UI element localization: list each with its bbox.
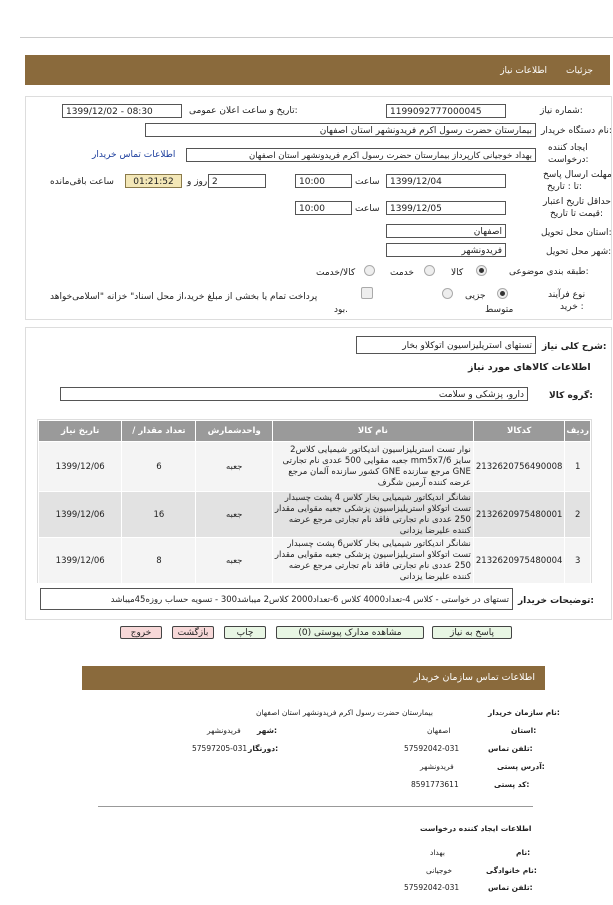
need-number-field[interactable]: 1199092777000045 [386, 104, 506, 118]
payment-note-1: پرداخت تمام یا بخشی از مبلغ خرید،از محل اسناد" خزانه "اسلامی‌خواهد [50, 292, 318, 302]
buyer-contact-link[interactable]: اطلاعات تماس خریدار [92, 150, 176, 160]
creator-info-title: اطلاعات ایجاد کننده درخواست [420, 824, 532, 833]
contact-fax-label: دورنگار: [248, 744, 279, 753]
summary-label: شرح کلی نیاز: [542, 342, 607, 352]
table-row[interactable] [39, 442, 591, 492]
breadcrumb-need-info[interactable]: اطلاعات نیاز [500, 66, 547, 76]
process-label-2: خرید : [560, 302, 584, 312]
buyer-notes-label: توضیحات خریدار: [518, 596, 594, 606]
creator-phone-label: تلفن تماس: [488, 883, 533, 892]
goods-group-field[interactable]: دارو، پزشکی و سلامت [60, 387, 528, 401]
address-value: فریدونشهر [420, 762, 454, 771]
days-label: روز و [187, 177, 208, 187]
contact-province-value: اصفهان [427, 726, 451, 735]
category-service-label: خدمت [390, 268, 414, 278]
category-both-label: کالا/خدمت [316, 268, 356, 278]
validity-date-field[interactable]: 1399/12/05 [386, 201, 506, 215]
items-table [38, 420, 591, 584]
cell-unit: جعبه [196, 442, 272, 492]
cell-row: 3 [565, 538, 591, 584]
price-validity-label-2: قیمت تا تاریخ: [550, 209, 603, 219]
contact-title: اطلاعات تماس سازمان خریدار [413, 672, 535, 683]
province-field[interactable]: اصفهان [386, 224, 506, 238]
send-deadline-label-2: تا : تاریخ: [547, 182, 582, 192]
contact-header-bar [82, 666, 545, 690]
process-minor-radio[interactable] [497, 288, 508, 299]
category-goods-label: کالا [451, 268, 464, 278]
contact-fax-value: 57597205-031 [192, 744, 248, 753]
category-goods-radio[interactable] [476, 265, 487, 276]
cell-date: 1399/12/06 [39, 492, 122, 538]
col-row: ردیف [565, 421, 591, 442]
col-code: کدکالا [473, 421, 565, 442]
address-label: آدرس پستی: [497, 762, 545, 771]
goods-info-title: اطلاعات کالاهای مورد نیاز [468, 362, 591, 373]
top-divider [20, 37, 613, 38]
col-name: نام کالا [272, 421, 473, 442]
postal-code-label: کد پستی: [494, 780, 530, 789]
send-date-field[interactable]: 1399/12/04 [386, 174, 506, 188]
print-button[interactable]: چاپ [224, 626, 266, 639]
creator-label-1: ایجاد کننده [548, 143, 588, 153]
cell-qty: 16 [122, 492, 196, 538]
cell-name: نشانگر اندیکاتور شیمیایی بخار کلاس 4 پشت چسبدار تست اتوکلاو استریلیزاسیون پزشکی جعبه مقوایی مقدار 250 عددی نام تجارتی فاقد نام تجارتی مرجع عرضه کننده علیرضا یزدانی [272, 492, 473, 538]
category-both-radio[interactable] [364, 265, 375, 276]
breadcrumb-details[interactable]: جزئیات [566, 66, 593, 76]
process-medium-label: متوسط [485, 305, 514, 315]
cell-qty: 6 [122, 442, 196, 492]
days-field[interactable]: 2 [208, 174, 266, 188]
col-qty: تعداد مقدار / [122, 421, 196, 442]
view-attachments-button[interactable]: مشاهده مدارک پیوستی (0) [276, 626, 424, 639]
need-number-label: شماره نیاز: [540, 106, 583, 116]
postal-code-value: 8591773611 [411, 780, 459, 789]
send-deadline-label-1: مهلت ارسال پاسخ [543, 170, 612, 180]
cell-row: 2 [565, 492, 591, 538]
process-label-1: نوع فرآیند [548, 290, 586, 300]
cell-date: 1399/12/06 [39, 442, 122, 492]
contact-divider [98, 806, 533, 807]
city-label: شهر محل تحویل: [546, 247, 612, 257]
summary-field[interactable]: تستهای استریلیزاسیون اتوکلاو بخار [356, 336, 536, 354]
cell-code: 2132620975480004 [473, 538, 565, 584]
treasury-payment-checkbox[interactable] [361, 287, 373, 299]
org-name-value: بیمارستان حضرت رسول اکرم فریدونشهر استان اصفهان [256, 708, 433, 717]
validity-time-field[interactable]: 10:00 [295, 201, 352, 215]
payment-note-2: بود. [334, 305, 349, 315]
org-name-label: نام سازمان خریدار: [488, 708, 560, 717]
table-row[interactable] [39, 492, 591, 538]
process-minor-label: جزیی [465, 291, 486, 301]
first-name-value: بهداد [430, 848, 445, 857]
remaining-label: ساعت باقی‌مانده [50, 177, 114, 187]
cell-unit: جعبه [196, 538, 272, 584]
cell-unit: جعبه [196, 492, 272, 538]
contact-city-label: شهر: [257, 726, 277, 735]
page-header-bar [25, 55, 610, 85]
contact-phone-label: تلفن تماس: [488, 744, 533, 753]
cell-row: 1 [565, 442, 591, 492]
province-label: استان محل تحویل: [541, 228, 612, 238]
goods-group-label: گروه کالا: [549, 391, 593, 401]
table-row[interactable] [39, 538, 591, 584]
back-button[interactable]: بازگشت [172, 626, 214, 639]
exit-button[interactable]: خروج [120, 626, 162, 639]
reply-button[interactable]: پاسخ به نیاز [432, 626, 512, 639]
city-field[interactable]: فریدونشهر [386, 243, 506, 257]
col-unit: واحدشمارش [196, 421, 272, 442]
creator-field[interactable]: بهداد خوجیانی کارپرداز بیمارستان حضرت رسول اکرم فریدونشهر استان اصفهان [186, 148, 536, 162]
announce-label: تاریخ و ساعت اعلان عمومی: [189, 106, 298, 116]
contact-phone-value: 57592042-031 [404, 744, 460, 753]
announce-field[interactable]: 1399/12/02 - 08:30 [62, 104, 182, 118]
send-time-label: ساعت [355, 177, 380, 187]
last-name-label: نام خانوادگی: [486, 866, 537, 875]
cell-code: 2132620756490008 [473, 442, 565, 492]
creator-phone-value: 57592042-031 [404, 883, 460, 892]
buyer-org-field[interactable]: بیمارستان حضرت رسول اکرم فریدونشهر استان اصفهان [145, 123, 536, 137]
items-table-wrap [37, 419, 592, 583]
category-service-radio[interactable] [424, 265, 435, 276]
category-label: طبقه بندی موضوعی: [509, 267, 589, 277]
price-validity-label-1: حداقل تاریخ اعتبار [543, 197, 611, 207]
buyer-org-label: نام دستگاه خریدار: [541, 126, 612, 136]
cell-date: 1399/12/06 [39, 538, 122, 584]
cell-name: نشانگر اندیکاتور شیمیایی بخار کلاس6 پشت چسبدار تست اتوکلاو استریلیزاسیون پزشکی جعبه مقوایی مقدار 250 عددی نام تجارتی فاقد نام تجارتی مرجع عرضه کننده علیرضا یزدانی [272, 538, 473, 584]
send-time-field[interactable]: 10:00 [295, 174, 352, 188]
buyer-notes-field: تستهای در خواستی - کلاس 4-تعداد4000 کلاس 6-تعداد2000 کلاس2 میباشد300 - تسویه حساب روزه45میباشد [40, 588, 513, 610]
remaining-timer: 01:21:52 [125, 174, 182, 188]
cell-code: 2132620975480001 [473, 492, 565, 538]
validity-time-label: ساعت [355, 204, 380, 214]
process-medium-radio[interactable] [442, 288, 453, 299]
contact-city-value: فریدونشهر [207, 726, 241, 735]
cell-name: نوار تست استریلیزاسیون اندیکاتور شیمیایی کلاس2 سایز mm5x7/6 جعبه مقوایی 500 عددی نام تجارتی GNE مرجع سازنده GNE کشور سازنده آلمان مرجع عرضه کننده آرمین شگرف [272, 442, 473, 492]
first-name-label: نام: [516, 848, 531, 857]
cell-qty: 8 [122, 538, 196, 584]
col-date: تاریخ نیاز [39, 421, 122, 442]
contact-province-label: استان: [511, 726, 537, 735]
creator-label-2: درخواست: [548, 155, 589, 165]
last-name-value: خوجیانی [426, 866, 453, 875]
